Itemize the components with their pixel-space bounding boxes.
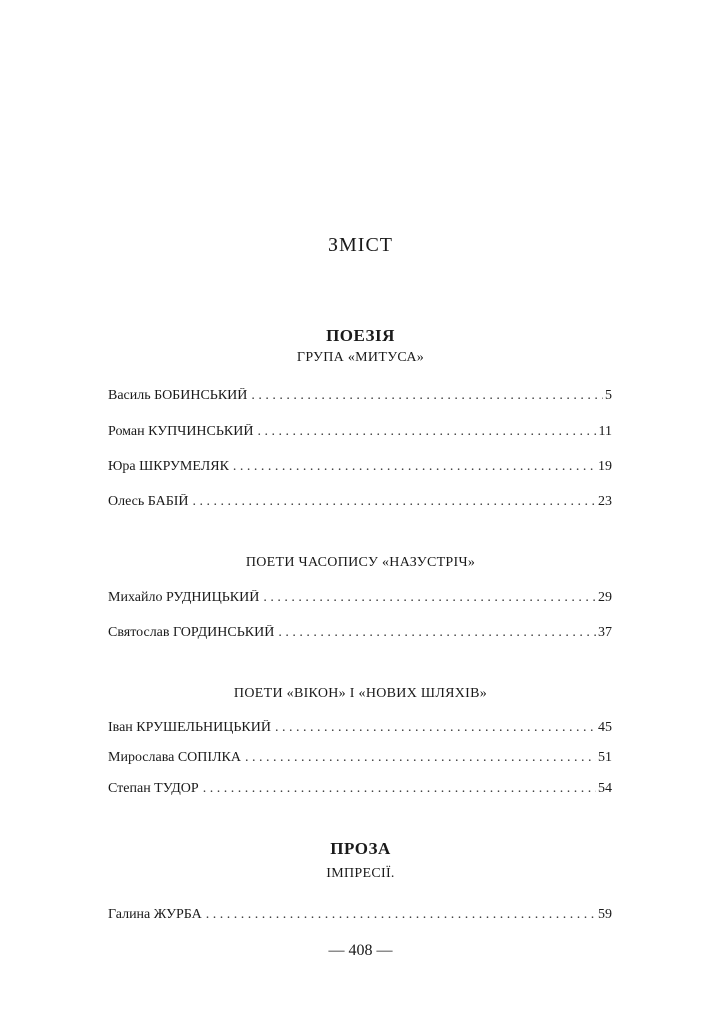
toc-leader-dots <box>245 750 596 766</box>
subsection-title-mytusa: ГРУПА «МИТУСА» <box>296 350 425 365</box>
toc-author: Роман КУПЧИНСЬКИЙ <box>108 424 254 439</box>
toc-page-number: 5 <box>605 388 612 403</box>
toc-entry[interactable] <box>108 781 612 801</box>
toc-leader-dots <box>233 459 596 475</box>
toc-author: Галина ЖУРБА <box>108 907 202 922</box>
toc-entry[interactable] <box>108 424 612 444</box>
toc-author: Степан ТУДОР <box>108 781 199 796</box>
toc-leader-dots <box>263 590 596 606</box>
toc-page-number: 19 <box>598 459 612 474</box>
toc-page-number: 51 <box>598 750 612 765</box>
toc-author: Василь БОБИНСЬКИЙ <box>108 388 248 403</box>
toc-author: Іван КРУШЕЛЬНИЦЬКИЙ <box>108 720 271 735</box>
toc-page-number: 37 <box>598 625 612 640</box>
toc-entry[interactable] <box>108 907 612 927</box>
toc-page-number: 45 <box>598 720 612 735</box>
toc-author: Юра ШКРУМЕЛЯК <box>108 459 229 474</box>
toc-entry[interactable] <box>108 388 612 408</box>
toc-entry[interactable] <box>108 590 612 610</box>
toc-page-number: 59 <box>598 907 612 922</box>
toc-leader-dots <box>193 494 596 510</box>
toc-leader-dots <box>251 388 603 404</box>
toc-page-number: 29 <box>598 590 612 605</box>
subsection-title-nazustrich: ПОЕТИ ЧАСОПИСУ «НАЗУСТРІЧ» <box>245 555 476 570</box>
subsection-title-impresii: ІМПРЕСІЇ. <box>326 866 395 881</box>
subsection-title-vikna: ПОЕТИ «ВІКОН» І «НОВИХ ШЛЯХІВ» <box>233 686 488 701</box>
toc-author: Мирослава СОПІЛКА <box>108 750 242 765</box>
toc-entry[interactable] <box>108 750 612 770</box>
toc-page-number: 11 <box>598 424 612 439</box>
toc-page-number: 23 <box>598 494 612 509</box>
toc-author: Олесь БАБІЙ <box>108 494 189 509</box>
toc-entry[interactable] <box>108 625 612 645</box>
section-heading-poetry: ПОЕЗІЯ <box>326 326 395 345</box>
page-title: ЗМІСТ <box>327 234 394 256</box>
toc-author: Михайло РУДНИЦЬКИЙ <box>108 590 260 605</box>
toc-leader-dots <box>206 907 596 923</box>
toc-entry[interactable] <box>108 720 612 740</box>
toc-author: Святослав ГОРДИНСЬКИЙ <box>108 625 275 640</box>
toc-leader-dots <box>203 781 596 797</box>
toc-leader-dots <box>257 424 596 440</box>
toc-page-number: 54 <box>598 781 612 796</box>
toc-leader-dots <box>278 625 596 641</box>
section-heading-prose: ПРОЗА <box>330 839 391 858</box>
page-number: — 408 — <box>328 942 393 959</box>
toc-leader-dots <box>275 720 596 736</box>
toc-entry[interactable] <box>108 459 612 479</box>
toc-entry[interactable] <box>108 494 612 514</box>
